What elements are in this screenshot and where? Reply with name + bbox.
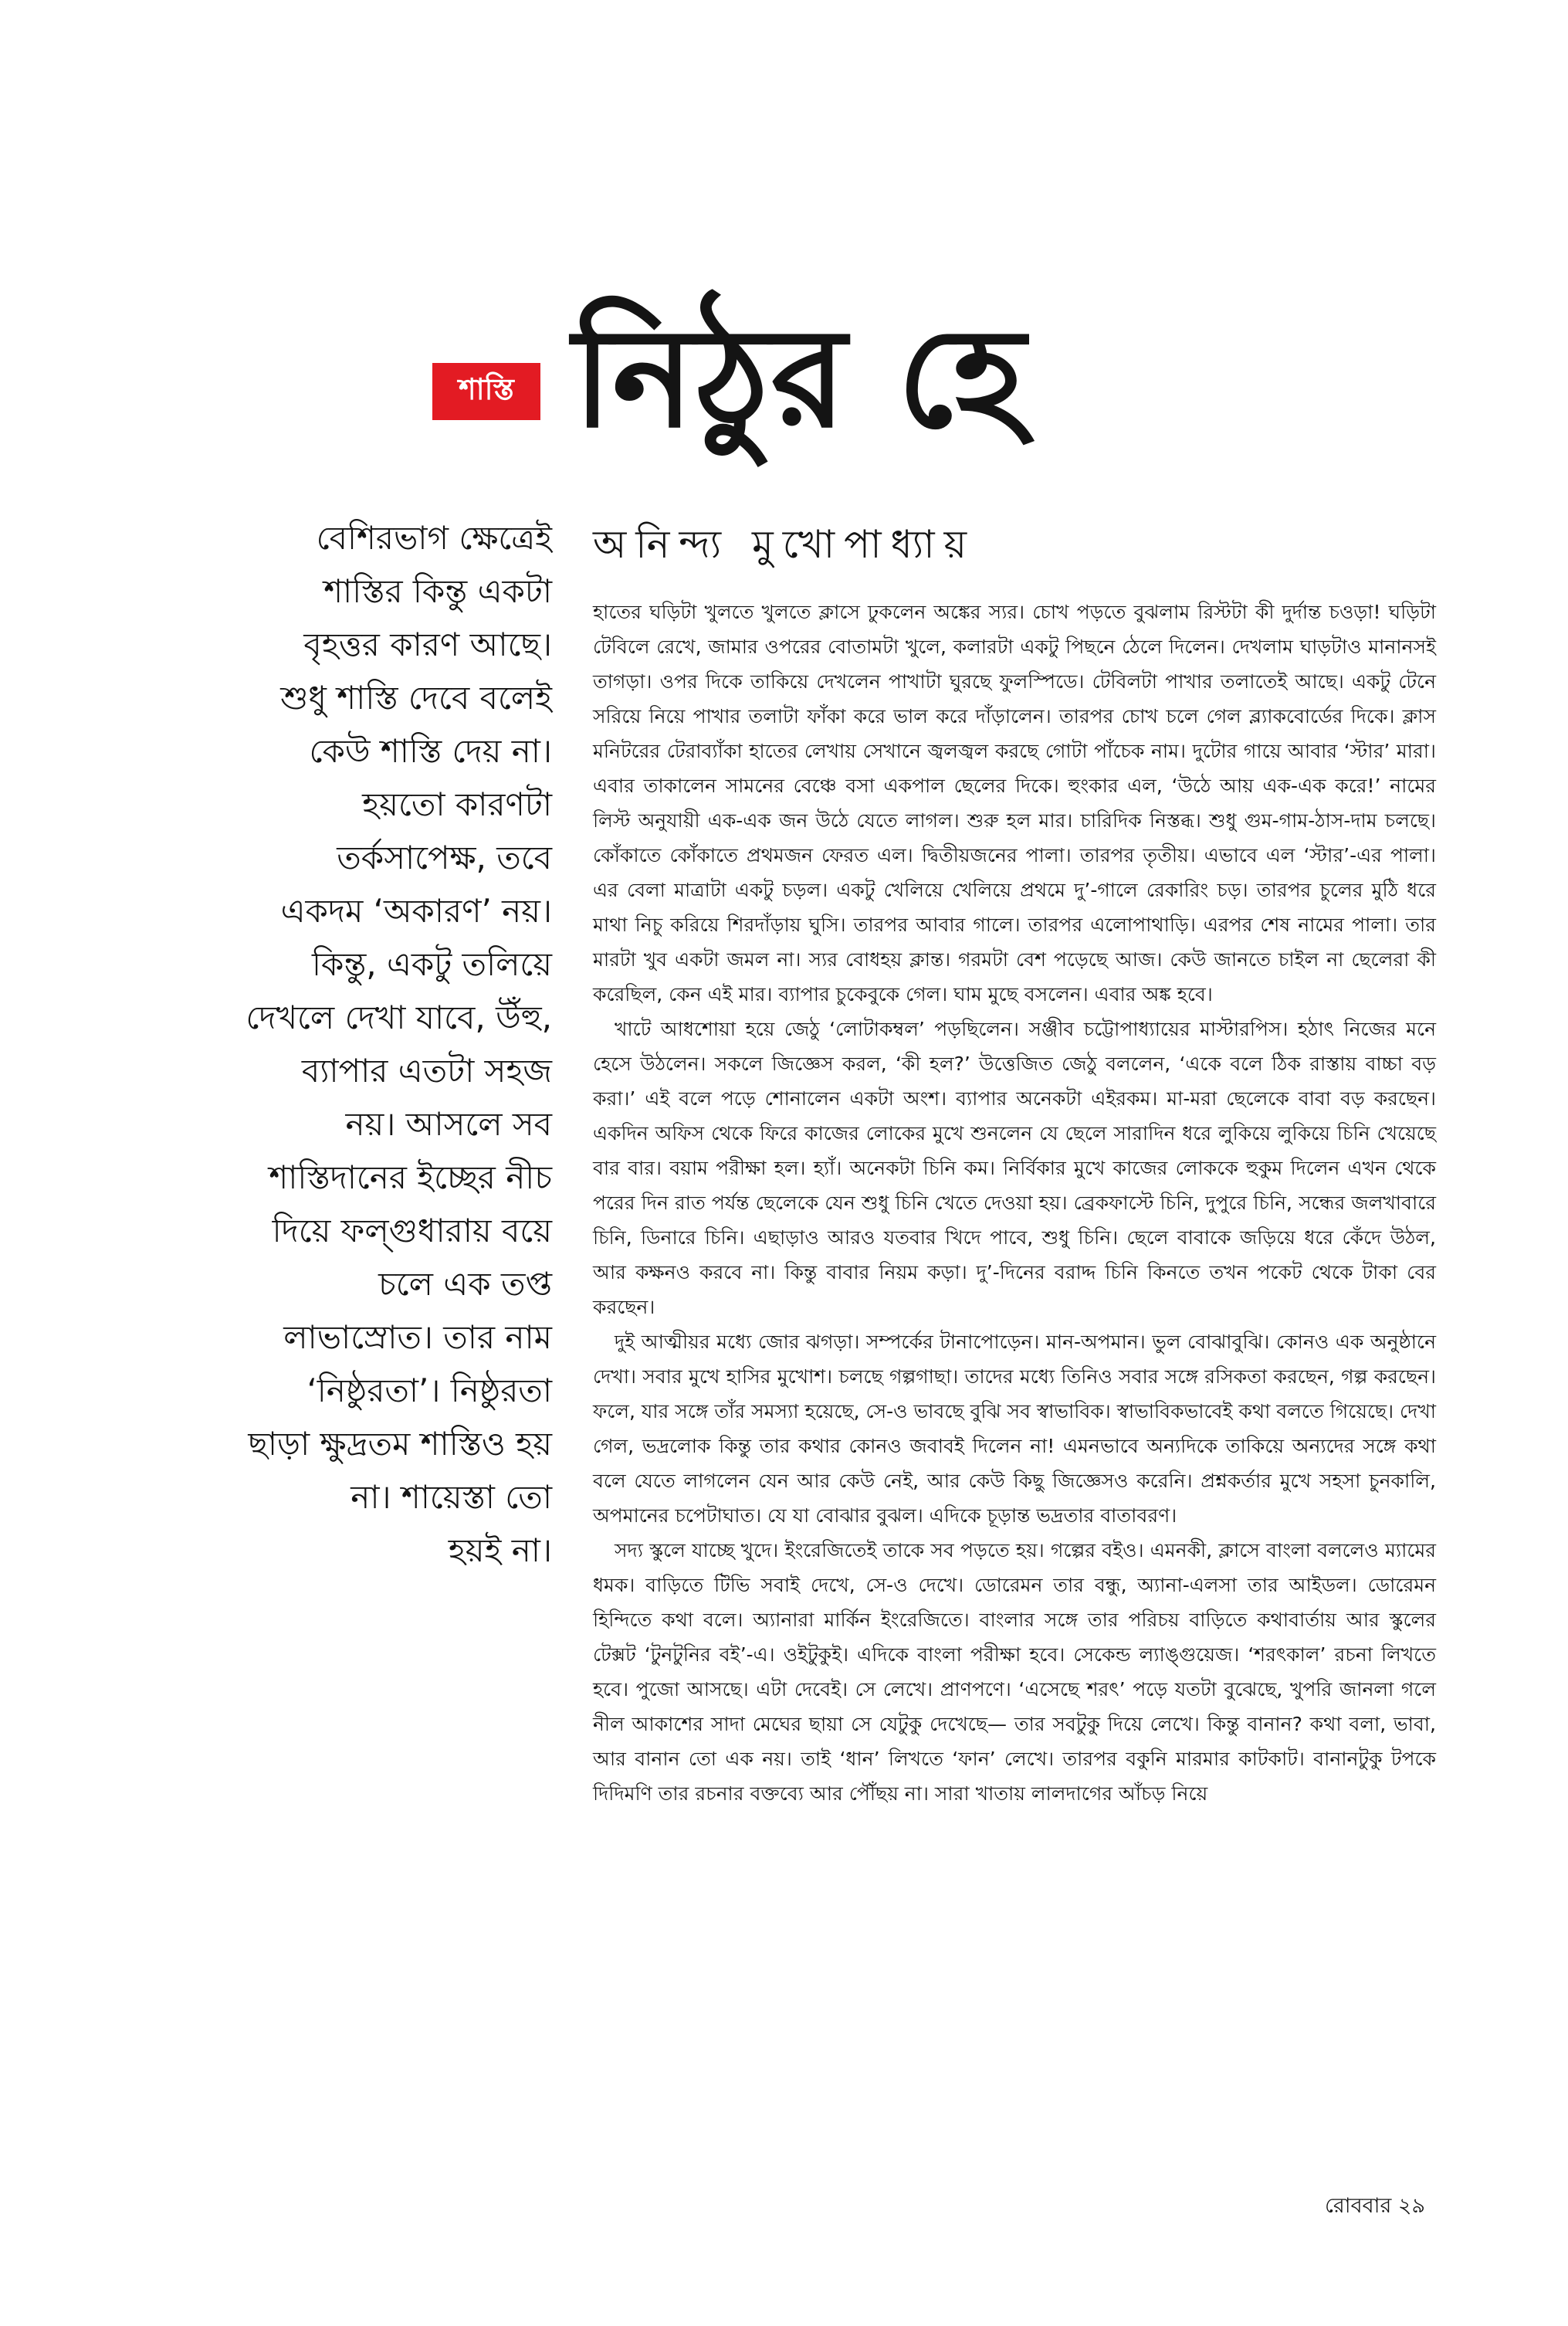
pull-quote-line: হয়ই না। <box>448 1531 552 1569</box>
pull-quote-line: নয়। আসলে সব <box>345 1105 552 1143</box>
author-byline: অনিন্দ্য মুখোপাধ্যায় <box>593 522 977 567</box>
pull-quote-line: বেশিরভাগ ক্ষেত্রেই <box>316 519 552 557</box>
pull-quote-line: হয়তো কারণটা <box>362 785 552 823</box>
page-folio: রোববার ২৯ <box>1324 2194 1425 2218</box>
body-paragraph: সদ্য স্কুলে যাচ্ছে খুদে। ইংরেজিতেই তাকে সব পড়তে হয়। গল্পের বইও। এমনকী, ক্লাসে বাংলা বললেও ম্যামের ধমক। বাড়িতে টিভি সবাই দেখে, সে-ও দেখে। ডোরেমন তার বন্ধু, অ্যানা-এলসা তার আইডল। ডোরেমন হিন্দিতে কথা বলে। অ্যানারা মার্কিন ইংরেজিতে। বাংলার সঙ্গে তার পরিচয় বাড়িতে কথাবার্তায় আর স্কুলের টেক্সট ‘টুনটুনির বই’-এ। ওইটুকুই। এদিকে বাংলা পরীক্ষা হবে। সেকেন্ড ল্যাঙ্গুয়েজ। ‘শরৎকাল’ রচনা লিখতে হবে। পুজো আসছে। এটা দেবেই। সে লেখে। প্রাণপণে। ‘এসেছে শরৎ’ পড়ে যতটা বুঝেছে, খুপরি জানলা গলে নীল আকাশের সাদা মেঘের ছায়া সে যেটুকু দেখেছে— তার সবটুকু দিয়ে লেখে। কিন্তু বানান? কথা বলা, ভাবা, আর বানান তো এক নয়। তাই ‘ধান’ লিখতে ‘ফান’ লেখে। তারপর বকুনি মারমার কাটকাট। বানানটুকু টপকে দিদিমণি তার রচনার বক্তব্যে আর পৌঁছয় না। সারা খাতায় লালদাগের আঁচড় নিয়ে <box>593 1539 1436 1805</box>
pull-quote-line: শাস্তিদানের ইচ্ছের নীচ <box>269 1158 552 1196</box>
pull-quote-line: চলে এক তপ্ত <box>378 1265 552 1303</box>
body-paragraph: দুই আত্মীয়র মধ্যে জোর ঝগড়া। সম্পর্কের টানাপোড়েন। মান-অপমান। ভুল বোঝাবুঝি। কোনও এক অনুষ্ঠানে দেখা। সবার মুখে হাসির মুখোশ। চলছে গল্পগাছা। তাদের মধ্যে তিনিও সবার সঙ্গে রসিকতা করছেন, গল্প করছেন। ফলে, যার সঙ্গে তাঁর সমস্যা হয়েছে, সে-ও ভাবছে বুঝি সব স্বাভাবিক। স্বাভাবিকভাবেই কথা বলতে গিয়েছে। দেখা গেল, ভদ্রলোক কিন্তু তার কথার কোনও জবাবই দিলেন না! এমনভাবে অন্যদিকে তাকিয়ে অন্যদের সঙ্গে কথা বলে যেতে লাগলেন যেন আর কেউ নেই, আর কেউ কিছু জিজ্ঞেসও করেনি। প্রশ্নকর্তার মুখে সহসা চুনকালি, অপমানের চপেটাঘাত। যে যা বোঝার বুঝল। এদিকে চূড়ান্ত ভদ্রতার বাতাবরণ। <box>593 1331 1436 1527</box>
pull-quote-line: লাভাস্রোত। তার নাম <box>283 1318 552 1356</box>
body-paragraph: হাতের ঘড়িটা খুলতে খুলতে ক্লাসে ঢুকলেন অঙ্কের স্যর। চোখ পড়তে বুঝলাম রিস্টটা কী দুর্দান্ত চওড়া! ঘড়িটা টেবিলে রেখে, জামার ওপরের বোতামটা খুলে, কলারটা একটু পিছনে ঠেলে দিলেন। দেখলাম ঘাড়টাও মানানসই তাগড়া। ওপর দিকে তাকিয়ে দেখলেন পাখাটা ঘুরছে ফুলস্পিডে। টেবিলটা পাখার তলাতেই আছে। একটু টেনে সরিয়ে নিয়ে পাখার তলাটা ফাঁকা করে ভাল করে দাঁড়ালেন। তারপর চোখ চলে গেল ব্ল্যাকবোর্ডের দিকে। ক্লাস মনিটরের টেরাব্যাঁকা হাতের লেখায় সেখানে জ্বলজ্বল করছে গোটা পাঁচেক নাম। দুটোর গায়ে আবার ‘স্টার’ মারা। এবার তাকালেন সামনের বেঞ্চে বসা একপাল ছেলের দিকে। হুংকার এল, ‘উঠে আয় এক-এক করে!’ নামের লিস্ট অনুযায়ী এক-এক জন উঠে যেতে লাগল। শুরু হল মার। চারিদিক নিস্তব্ধ। শুধু গুম-গাম-ঠাস-দাম চলছে। কোঁকাতে কোঁকাতে প্রথমজন ফেরত এল। দ্বিতীয়জনের পালা। তারপর তৃতীয়। এভাবে এল ‘স্টার’-এর পালা। এর বেলা মাত্রাটা একটু চড়ল। একটু খেলিয়ে খেলিয়ে প্রথমে দু’-গালে রেকারিং চড়। তারপর চুলের মুঠি ধরে মাথা নিচু করিয়ে শিরদাঁড়ায় ঘুসি। তারপর আবার গালে। তারপর এলোপাথাড়ি। এরপর শেষ নামের পালা। তার মারটা খুব একটা জমল না। স্যর বোধহয় ক্লান্ত। গরমটা বেশ পড়েছে আজ। কেউ জানতে চাইল না ছেলেরা কী করেছিল, কেন এই মার। ব্যাপার চুকেবুকে গেল। ঘাম মুছে বসলেন। এবার অঙ্ক হবে। <box>593 601 1436 1005</box>
pull-quote-line: ব্যাপার এতটা সহজ <box>301 1052 552 1090</box>
section-tag: শাস্তি <box>432 363 540 420</box>
pull-quote-line: শুধু শাস্তি দেবে বলেই <box>280 679 552 717</box>
pull-quote-line: বৃহত্তর কারণ আছে। <box>303 626 552 663</box>
pull-quote-line: একদম ‘অকারণ’ নয়। <box>280 892 552 930</box>
pull-quote-line: দেখলে দেখা যাবে, উঁহু, <box>246 999 552 1036</box>
pull-quote-line: ‘নিষ্ঠুরতা’। নিষ্ঠুরতা <box>306 1372 552 1409</box>
pull-quote-line: না। শায়েস্তা তো <box>351 1478 552 1516</box>
article-title: নিঠুর হে <box>573 298 1027 458</box>
article-body <box>593 595 1436 1811</box>
pull-quote-line: তর্কসাপেক্ষ, তবে <box>337 839 552 876</box>
pull-quote-line: কিন্তু, একটু তলিয়ে <box>311 945 552 983</box>
pull-quote-line: শাস্তির কিন্তু একটা <box>323 572 552 610</box>
pull-quote-line: কেউ শাস্তি দেয় না। <box>309 732 552 770</box>
pull-quote-line: ছাড়া ক্ষুদ্রতম শাস্তিও হয় <box>248 1425 552 1463</box>
body-paragraph: খাটে আধশোয়া হয়ে জেঠু ‘লোটাকম্বল’ পড়ছিলেন। সঞ্জীব চট্টোপাধ্যায়ের মাস্টারপিস। হঠাৎ নিজের মনে হেসে উঠলেন। সকলে জিজ্ঞেস করল, ‘কী হল?’ উত্তেজিত জেঠু বললেন, ‘একে বলে ঠিক রাস্তায় বাচ্চা বড় করা।’ এই বলে পড়ে শোনালেন একটা অংশ। ব্যাপার অনেকটা এইরকম। মা-মরা ছেলেকে বাবা বড় করছেন। একদিন অফিস থেকে ফিরে কাজের লোকের মুখে শুনলেন যে ছেলে সারাদিন ধরে লুকিয়ে লুকিয়ে চিনি খেয়েছে বার বার। বয়াম পরীক্ষা হল। হ্যাঁ। অনেকটা চিনি কম। নির্বিকার মুখে কাজের লোককে হুকুম দিলেন এখন থেকে পরের দিন রাত পর্যন্ত ছেলেকে যেন শুধু চিনি খেতে দেওয়া হয়। ব্রেকফাস্টে চিনি, দুপুরে চিনি, সন্ধের জলখাবারে চিনি, ডিনারে চিনি। এছাড়াও আরও যতবার খিদে পাবে, শুধু চিনি। ছেলে বাবাকে জড়িয়ে ধরে কেঁদে উঠল, আর কক্ষনও করবে না। কিন্তু বাবার নিয়ম কড়া। দু’-দিনের বরাদ্দ চিনি কিনতে তখন পকেট থেকে টাকা বের করছেন। <box>593 1018 1436 1318</box>
pull-quote <box>147 511 552 1577</box>
pull-quote-line: দিয়ে ফল্গুধারায় বয়ে <box>272 1212 552 1249</box>
